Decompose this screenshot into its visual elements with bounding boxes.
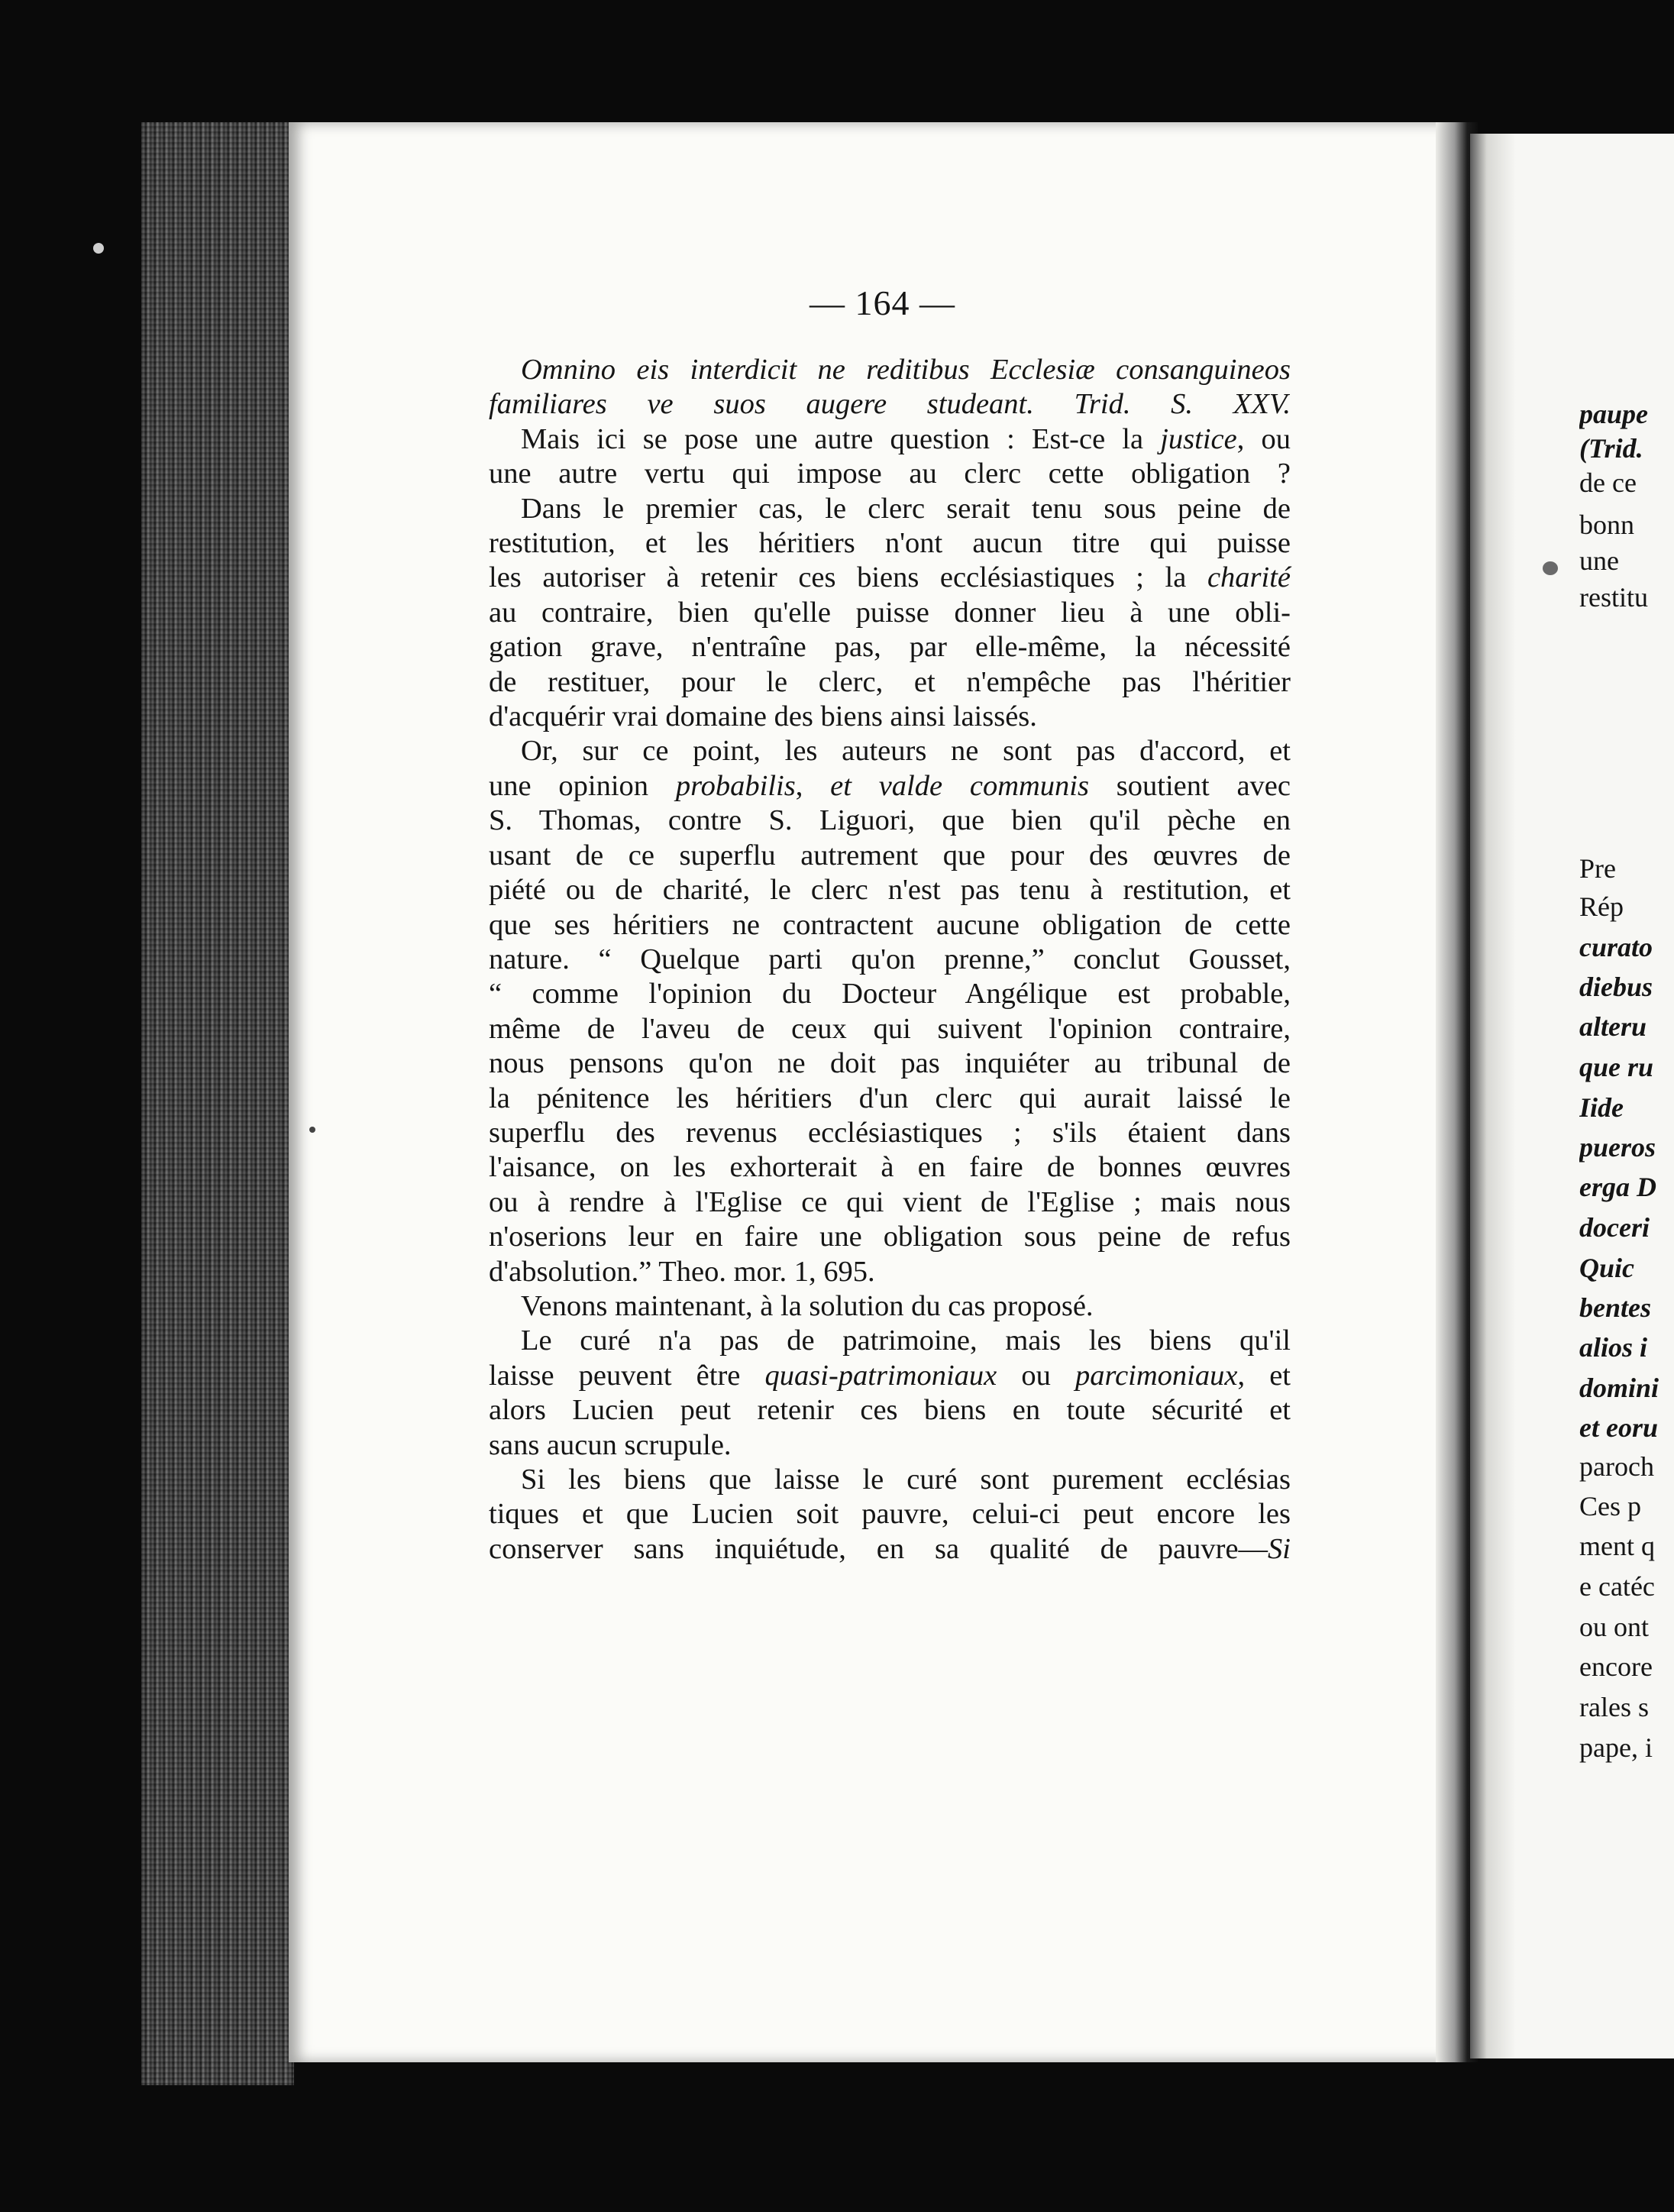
text-line [489, 665, 1291, 700]
text-line [489, 734, 1291, 768]
right-page-fragment: Iide [1579, 1092, 1624, 1123]
text-run: S. Thomas, contre S. Liguori, que bien qu'il pèche en [489, 804, 1291, 837]
text-line [489, 1185, 1291, 1220]
right-page-text-fragments [1579, 0, 1674, 2212]
right-page-fragment: que ru [1579, 1052, 1654, 1082]
text-run: la pénitence les héritiers d'un clerc qui aurait laissé le [489, 1082, 1291, 1114]
text-line [489, 1497, 1291, 1531]
text-line [489, 873, 1291, 907]
right-page-fragment: pueros [1579, 1132, 1656, 1163]
text-run: Venons maintenant, à la solution du cas proposé. [521, 1289, 1094, 1322]
right-page-fragment: et eoru [1579, 1412, 1658, 1443]
italic-text: Omnino eis interdicit ne reditibus Ecclesiæ consanguineos [521, 354, 1291, 386]
text-run: “ comme l'opinion du Docteur Angélique est probable, [489, 978, 1291, 1011]
text-run: restitution, et les héritiers n'ont aucun titre qui puisse [489, 527, 1291, 560]
text-line [489, 492, 1291, 526]
text-line [489, 1532, 1291, 1567]
text-line [489, 1116, 1291, 1150]
text-line [489, 769, 1291, 804]
text-line [489, 1463, 1291, 1497]
text-line [489, 1359, 1291, 1393]
text-run: tiques et que Lucien soit pauvre, celui-ci peut encore les [489, 1498, 1291, 1531]
text-run: nous pensons qu'on ne doit pas inquiéter au tribunal de [489, 1047, 1291, 1080]
text-line [489, 1082, 1291, 1116]
scan-speck [93, 243, 104, 254]
italic-text: et valde communis [830, 769, 1089, 802]
text-line [489, 1324, 1291, 1358]
text-run: Dans le premier cas, le clerc serait tenu sous peine de [521, 492, 1291, 525]
text-run: gation grave, n'entraîne pas, par elle-même, la nécessité [489, 631, 1291, 664]
text-run: les autoriser à retenir ces biens ecclésiastiques ; la [489, 561, 1207, 594]
text-run: Or, sur ce point, les auteurs ne sont pas d'accord, et [521, 735, 1291, 768]
text-run: l'aisance, on les exhorterait à en faire de bonnes œuvres [489, 1151, 1291, 1184]
right-page-fragment: Rép [1579, 891, 1624, 922]
text-run: conserver sans inquiétude, en sa qualité de pauvre— [489, 1532, 1268, 1565]
right-page-fragment: rales s [1579, 1692, 1649, 1722]
text-run: nature. “ Quelque parti qu'on prenne,” conclut Gousset, [489, 943, 1291, 975]
text-run: n'oserions leur en faire une obligation sous peine de refus [489, 1221, 1291, 1253]
italic-text: Si [1268, 1532, 1291, 1565]
right-page-fragment: alteru [1579, 1011, 1647, 1042]
right-page-fragment: curato [1579, 932, 1653, 962]
text-line [489, 804, 1291, 838]
right-page-fragment: alios i [1579, 1332, 1648, 1363]
right-page-fragment: Ces p [1579, 1491, 1641, 1522]
text-run: alors Lucien peut retenir ces biens en toute sécurité et [489, 1394, 1291, 1427]
text-run: Si les biens que laisse le curé sont purement ecclésias [521, 1463, 1291, 1496]
text-run: Le curé n'a pas de patrimoine, mais les biens qu'il [521, 1324, 1291, 1357]
text-run: ou à rendre à l'Eglise ce qui vient de l'Eglise ; mais nous [489, 1185, 1291, 1218]
right-page-fragment: erga D [1579, 1172, 1656, 1202]
right-page-fragment: encore [1579, 1651, 1653, 1682]
right-page-fragment: Pre [1579, 853, 1616, 884]
right-page-fragment: diebus [1579, 972, 1653, 1002]
right-page-fragment: Quic [1579, 1253, 1634, 1283]
text-run: , et [1237, 1359, 1291, 1392]
text-line [489, 1393, 1291, 1428]
text-line [489, 630, 1291, 665]
right-page-fragment: e catéc [1579, 1571, 1655, 1602]
text-line [489, 1428, 1291, 1463]
right-page-fragment: ou ont [1579, 1612, 1650, 1642]
text-run: , [795, 769, 831, 802]
text-line [489, 1150, 1291, 1185]
right-page-fragment: paupe [1579, 399, 1648, 429]
right-page-fragment: restitu [1579, 582, 1648, 613]
text-line [489, 839, 1291, 873]
right-page-fragment: bonn [1579, 509, 1634, 540]
text-line [489, 422, 1291, 457]
right-page-fragment: une [1579, 545, 1619, 576]
italic-text: justice [1160, 422, 1237, 455]
italic-text: charité [1207, 561, 1291, 594]
text-line [489, 1046, 1291, 1081]
text-run: une opinion [489, 769, 676, 802]
text-run: une autre vertu qui impose au clerc cette obligation ? [489, 458, 1291, 490]
scan-speck [309, 1127, 315, 1133]
right-page-fragment: de ce [1579, 467, 1637, 498]
text-run: même de l'aveu de ceux qui suivent l'opinion contraire, [489, 1012, 1291, 1045]
right-page-fragment: pape, i [1579, 1732, 1653, 1763]
text-line [489, 596, 1291, 630]
text-run: , ou [1236, 422, 1291, 455]
left-page-text [489, 353, 1291, 1567]
text-run: superflu des revenus ecclésiastiques ; s'ils étaient dans [489, 1116, 1291, 1149]
text-run: usant de ce superflu autrement que pour des œuvres de [489, 839, 1291, 872]
italic-text: familiares ve suos augere studeant. Trid. S. XXV. [489, 388, 1291, 421]
text-line [489, 908, 1291, 943]
text-line [489, 977, 1291, 1011]
text-run: que ses héritiers ne contractent aucune obligation de cette [489, 908, 1291, 941]
italic-text: quasi-patrimoniaux [764, 1359, 997, 1392]
text-line [489, 353, 1291, 387]
book-page-edges [141, 122, 294, 2085]
text-run: de restituer, pour le clerc, et n'empêche pas l'héritier [489, 665, 1291, 698]
text-run: laisse peuvent être [489, 1359, 765, 1392]
right-page-fragment: bentes [1579, 1292, 1651, 1323]
text-line [489, 943, 1291, 977]
text-line [489, 1289, 1291, 1324]
scan-speck [1543, 561, 1558, 575]
italic-text: parcimoniaux [1075, 1359, 1238, 1392]
text-line [489, 526, 1291, 561]
text-run: d'acquérir vrai domaine des biens ainsi laissés. [489, 700, 1037, 733]
text-run: au contraire, bien qu'elle puisse donner lieu à une obli- [489, 596, 1291, 629]
text-run: Mais ici se pose une autre question : Est-ce la [521, 422, 1161, 455]
text-run: soutient avec [1088, 769, 1291, 802]
text-line [489, 1255, 1291, 1289]
italic-text: probabilis [675, 769, 796, 802]
text-line [489, 457, 1291, 491]
text-run: sans aucun scrupule. [489, 1428, 732, 1461]
right-page-fragment: ment q [1579, 1531, 1655, 1561]
text-line [489, 387, 1291, 422]
right-page-fragment: domini [1579, 1373, 1659, 1403]
text-run: piété ou de charité, le clerc n'est pas tenu à restitution, et [489, 874, 1291, 907]
right-page-fragment: (Trid. [1579, 433, 1643, 464]
right-page-fragment: paroch [1579, 1451, 1654, 1482]
right-page-fragment: doceri [1579, 1212, 1650, 1243]
text-run: d'absolution.” Theo. mor. 1, 695. [489, 1255, 875, 1288]
text-line [489, 561, 1291, 595]
text-run: ou [997, 1359, 1076, 1392]
page-number: — 164 — [810, 283, 955, 322]
text-line [489, 1012, 1291, 1046]
text-line [489, 700, 1291, 734]
text-line [489, 1220, 1291, 1254]
